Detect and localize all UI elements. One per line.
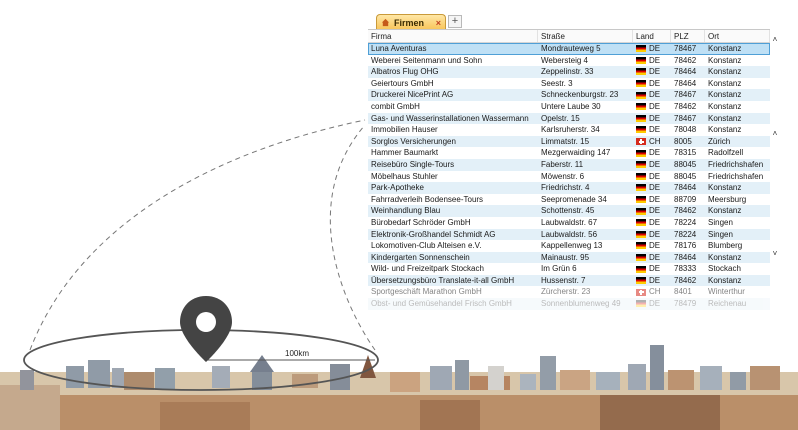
table-cell-land	[633, 194, 671, 206]
table-row[interactable]	[368, 55, 770, 67]
tab-firmen[interactable]	[376, 14, 446, 30]
table-row[interactable]	[368, 89, 770, 101]
country-code: DE	[649, 44, 661, 53]
flag-de-icon	[636, 80, 646, 87]
table-cell-straße: Mainaustr. 95	[541, 252, 590, 262]
table-cell-plz: 78462	[674, 101, 697, 111]
flag-de-icon	[636, 219, 646, 226]
table-cell-straße: Seestr. 3	[541, 78, 573, 88]
distance-label: 100km	[285, 349, 310, 358]
table-row[interactable]	[368, 78, 770, 90]
table-row[interactable]	[368, 136, 770, 148]
flag-de-icon	[636, 231, 646, 238]
country-code: DE	[649, 194, 661, 204]
table-cell-plz: 78462	[674, 55, 697, 65]
table-cell-firma: Obst- und Gemüsehandel Frisch GmbH	[371, 299, 512, 309]
table-cell-plz: 78464	[674, 252, 697, 262]
scroll-up-arrow-icon[interactable]: ˄	[772, 35, 778, 44]
table-cell-straße: Möwenstr. 6	[541, 171, 585, 181]
flag-de-icon	[636, 300, 646, 307]
table-cell-firma: Hammer Baumarkt	[371, 148, 439, 158]
country-code: CH	[649, 136, 661, 146]
table-cell-plz: 78176	[674, 241, 697, 251]
flag-de-icon	[636, 254, 646, 261]
table-cell-plz: 78464	[674, 183, 697, 193]
table-cell-ort: Konstanz	[708, 44, 742, 53]
table-cell-firma: Luna Aventuras	[371, 44, 427, 53]
table-row[interactable]	[368, 240, 770, 252]
country-code: DE	[649, 275, 661, 285]
table-cell-land	[633, 171, 671, 183]
flag-ch-icon	[636, 138, 646, 145]
company-table	[368, 29, 770, 322]
country-code: DE	[649, 229, 661, 239]
table-cell-land	[633, 55, 671, 67]
country-code: DE	[649, 148, 661, 158]
table-row[interactable]	[368, 263, 770, 275]
table-cell-straße: Seepromenade 34	[541, 194, 607, 204]
column-header-plz[interactable]: PLZ	[671, 30, 705, 42]
country-code: DE	[649, 264, 661, 274]
flag-de-icon	[636, 103, 646, 110]
table-cell-land	[633, 43, 671, 55]
scroll-up-arrow-icon[interactable]: ˄	[772, 129, 778, 138]
table-cell-firma: Weberei Seitenmann und Sohn	[371, 55, 483, 65]
table-cell-land	[633, 136, 671, 148]
table-row[interactable]	[368, 194, 770, 206]
table-cell-ort: Konstanz	[708, 206, 742, 216]
table-cell-land	[633, 263, 671, 275]
column-header-land[interactable]: Land	[633, 30, 671, 42]
table-cell-firma: Lokomotiven-Club Alteisen e.V.	[371, 241, 482, 251]
table-cell-ort: Friedrichshafen	[708, 159, 764, 169]
map-pin-icon	[180, 296, 232, 362]
table-cell-ort: Konstanz	[708, 78, 742, 88]
column-header-firma[interactable]: Firma	[368, 30, 538, 42]
country-code: DE	[649, 183, 661, 193]
table-cell-straße: Schneckenburgstr. 23	[541, 90, 619, 100]
table-cell-straße: Opelstr. 15	[541, 113, 580, 123]
table-cell-ort: Blumberg	[708, 241, 743, 251]
table-cell-firma: combit GmbH	[371, 101, 420, 111]
table-cell-straße: Webersteig 4	[541, 55, 588, 65]
table-cell-straße: Karlsruherstr. 34	[541, 125, 600, 135]
table-cell-plz: 78467	[674, 44, 697, 53]
flag-de-icon	[636, 92, 646, 99]
table-cell-ort: Konstanz	[708, 90, 742, 100]
flag-de-icon	[636, 173, 646, 180]
table-cell-straße: Sonnenblumenweg 49	[541, 299, 621, 309]
table-row[interactable]	[368, 159, 770, 171]
table-cell-straße: Laubwaldstr. 67	[541, 217, 598, 227]
table-cell-firma: Geiertours GmbH	[371, 78, 434, 88]
country-code: DE	[649, 101, 661, 111]
table-cell-ort: Konstanz	[708, 252, 742, 262]
table-cell-land	[633, 205, 671, 217]
tab-bar	[368, 12, 780, 29]
table-cell-ort: Zürich	[708, 136, 731, 146]
table-cell-firma: Wild- und Freizeitpark Stockach	[371, 264, 484, 274]
table-cell-plz: 78462	[674, 206, 697, 216]
table-cell-land	[633, 147, 671, 159]
table-cell-plz: 78479	[674, 299, 697, 309]
table-cell-firma: Park-Apotheke	[371, 183, 424, 193]
table-row[interactable]	[368, 275, 770, 287]
table-row[interactable]	[368, 229, 770, 241]
table-cell-land	[633, 240, 671, 252]
table-cell-land	[633, 229, 671, 241]
table-body	[368, 43, 770, 310]
flag-de-icon	[636, 242, 646, 249]
table-cell-plz: 88045	[674, 171, 697, 181]
column-header-strasse[interactable]: Straße	[538, 30, 633, 42]
table-cell-plz: 78467	[674, 90, 697, 100]
table-cell-land	[633, 66, 671, 78]
table-row[interactable]	[368, 147, 770, 159]
table-cell-firma: Bürobedarf Schröder GmbH	[371, 217, 471, 227]
table-cell-land	[633, 124, 671, 136]
table-cell-land	[633, 113, 671, 125]
flag-de-icon	[636, 208, 646, 215]
flag-ch-icon	[636, 289, 646, 296]
table-cell-straße: Mezgerwaiding 147	[541, 148, 611, 158]
table-cell-ort: Friedrichshafen	[708, 171, 764, 181]
country-code: DE	[649, 252, 661, 262]
country-code: DE	[649, 159, 661, 169]
country-code: DE	[649, 241, 661, 251]
flag-de-icon	[636, 115, 646, 122]
table-cell-firma: Kindergarten Sonnenschein	[371, 252, 470, 262]
table-cell-ort: Konstanz	[708, 55, 742, 65]
table-cell-firma: Sorglos Versicherungen	[371, 136, 456, 146]
table-cell-firma: Sportgeschäft Marathon GmbH	[371, 287, 482, 297]
flag-de-icon	[636, 57, 646, 64]
table-cell-plz: 78048	[674, 125, 697, 135]
country-code: DE	[649, 125, 661, 135]
table-cell-ort: Stockach	[708, 264, 741, 274]
table-row[interactable]	[368, 66, 770, 78]
table-cell-straße: Friedrichstr. 4	[541, 183, 590, 193]
flag-de-icon	[636, 45, 646, 52]
add-tab-button[interactable]: +	[448, 15, 462, 28]
table-cell-ort: Konstanz	[708, 67, 742, 77]
table-cell-firma: Möbelhaus Stuhler	[371, 171, 438, 181]
country-code: DE	[649, 113, 661, 123]
table-cell-plz: 78462	[674, 275, 697, 285]
table-cell-plz: 78333	[674, 264, 697, 274]
country-code: DE	[649, 299, 661, 309]
flag-de-icon	[636, 277, 646, 284]
table-row[interactable]	[368, 124, 770, 136]
table-row[interactable]	[368, 205, 770, 217]
table-cell-firma: Druckerei NicePrint AG	[371, 90, 454, 100]
table-cell-ort: Meersburg	[708, 194, 747, 204]
table-cell-ort: Winterthur	[708, 287, 745, 297]
home-icon	[381, 18, 390, 27]
country-code: DE	[649, 206, 661, 216]
table-cell-land	[633, 275, 671, 287]
flag-de-icon	[636, 184, 646, 191]
table-cell-firma: Elektronik-Großhandel Schmidt AG	[371, 229, 496, 239]
table-cell-land	[633, 252, 671, 264]
table-cell-ort: Konstanz	[708, 275, 742, 285]
table-header	[368, 30, 770, 43]
table-cell-ort: Reichenau	[708, 299, 747, 309]
table-cell-plz: 78224	[674, 229, 697, 239]
close-tab-icon[interactable]: ×	[435, 17, 441, 28]
flag-de-icon	[636, 266, 646, 273]
table-row[interactable]	[368, 113, 770, 125]
table-cell-straße: Hussenstr. 7	[541, 275, 586, 285]
table-row[interactable]	[368, 217, 770, 229]
country-code: DE	[649, 67, 661, 77]
table-cell-ort: Radolfzell	[708, 148, 744, 158]
table-cell-plz: 8401	[674, 287, 692, 297]
scroll-down-arrow-icon[interactable]: ˅	[772, 249, 778, 258]
table-cell-straße: Im Grün 6	[541, 264, 577, 274]
country-code: DE	[649, 217, 661, 227]
table-cell-land	[633, 78, 671, 90]
table-cell-straße: Zürcherstr. 23	[541, 287, 591, 297]
table-cell-straße: Laubwaldstr. 56	[541, 229, 598, 239]
table-cell-ort: Konstanz	[708, 183, 742, 193]
table-cell-straße: Schottenstr. 45	[541, 206, 595, 216]
table-cell-straße: Kappellenweg 13	[541, 241, 603, 251]
table-cell-land	[633, 182, 671, 194]
table-cell-plz: 88709	[674, 194, 697, 204]
country-code: DE	[649, 78, 661, 88]
country-code: DE	[649, 90, 661, 100]
table-cell-firma: Gas- und Wasserinstallationen Wassermann	[371, 113, 529, 123]
table-cell-plz: 78224	[674, 217, 697, 227]
table-cell-plz: 8005	[674, 136, 692, 146]
table-row[interactable]	[368, 171, 770, 183]
table-cell-ort: Singen	[708, 229, 733, 239]
table-cell-plz: 78464	[674, 78, 697, 88]
table-cell-firma: Reisebüro Single-Tours	[371, 159, 455, 169]
table-cell-land	[633, 101, 671, 113]
table-row[interactable]	[368, 101, 770, 113]
table-cell-straße: Faberstr. 11	[541, 159, 584, 169]
country-code: DE	[649, 171, 661, 181]
table-cell-straße: Limmatstr. 15	[541, 136, 590, 146]
flag-de-icon	[636, 161, 646, 168]
table-cell-straße: Mondrauteweg 5	[541, 44, 601, 53]
table-cell-land	[633, 89, 671, 101]
data-window	[368, 12, 780, 322]
table-row[interactable]	[368, 298, 770, 310]
flag-de-icon	[636, 126, 646, 133]
flag-de-icon	[636, 196, 646, 203]
table-row[interactable]	[368, 252, 770, 264]
table-cell-firma: Immobilien Hauser	[371, 125, 438, 135]
table-cell-ort: Konstanz	[708, 101, 742, 111]
table-row[interactable]	[368, 43, 770, 55]
table-cell-land	[633, 217, 671, 229]
table-cell-plz: 78464	[674, 67, 697, 77]
table-row[interactable]	[368, 286, 770, 298]
column-header-ort[interactable]: Ort	[705, 30, 770, 42]
vertical-scrollbar[interactable]	[770, 29, 780, 322]
table-cell-land	[633, 286, 671, 298]
country-code: CH	[649, 287, 661, 297]
table-cell-land	[633, 159, 671, 171]
table-cell-ort: Konstanz	[708, 113, 742, 123]
table-cell-firma: Übersetzungsbüro Translate-it-all GmbH	[371, 275, 515, 285]
table-cell-firma: Weinhandlung Blau	[371, 206, 441, 216]
table-cell-plz: 78315	[674, 148, 697, 158]
table-cell-firma: Fahrradverleih Bodensee-Tours	[371, 194, 484, 204]
table-cell-ort: Konstanz	[708, 125, 742, 135]
flag-de-icon	[636, 68, 646, 75]
tab-label: Firmen	[394, 17, 425, 28]
table-cell-straße: Zeppelinstr. 33	[541, 67, 594, 77]
table-cell-firma: Albatros Flug OHG	[371, 67, 439, 77]
table-cell-plz: 88045	[674, 159, 697, 169]
table-cell-land	[633, 298, 671, 310]
table-cell-ort: Singen	[708, 217, 733, 227]
flag-de-icon	[636, 150, 646, 157]
table-row[interactable]	[368, 182, 770, 194]
table-cell-plz: 78467	[674, 113, 697, 123]
country-code: DE	[649, 55, 661, 65]
table-cell-straße: Untere Laube 30	[541, 101, 601, 111]
